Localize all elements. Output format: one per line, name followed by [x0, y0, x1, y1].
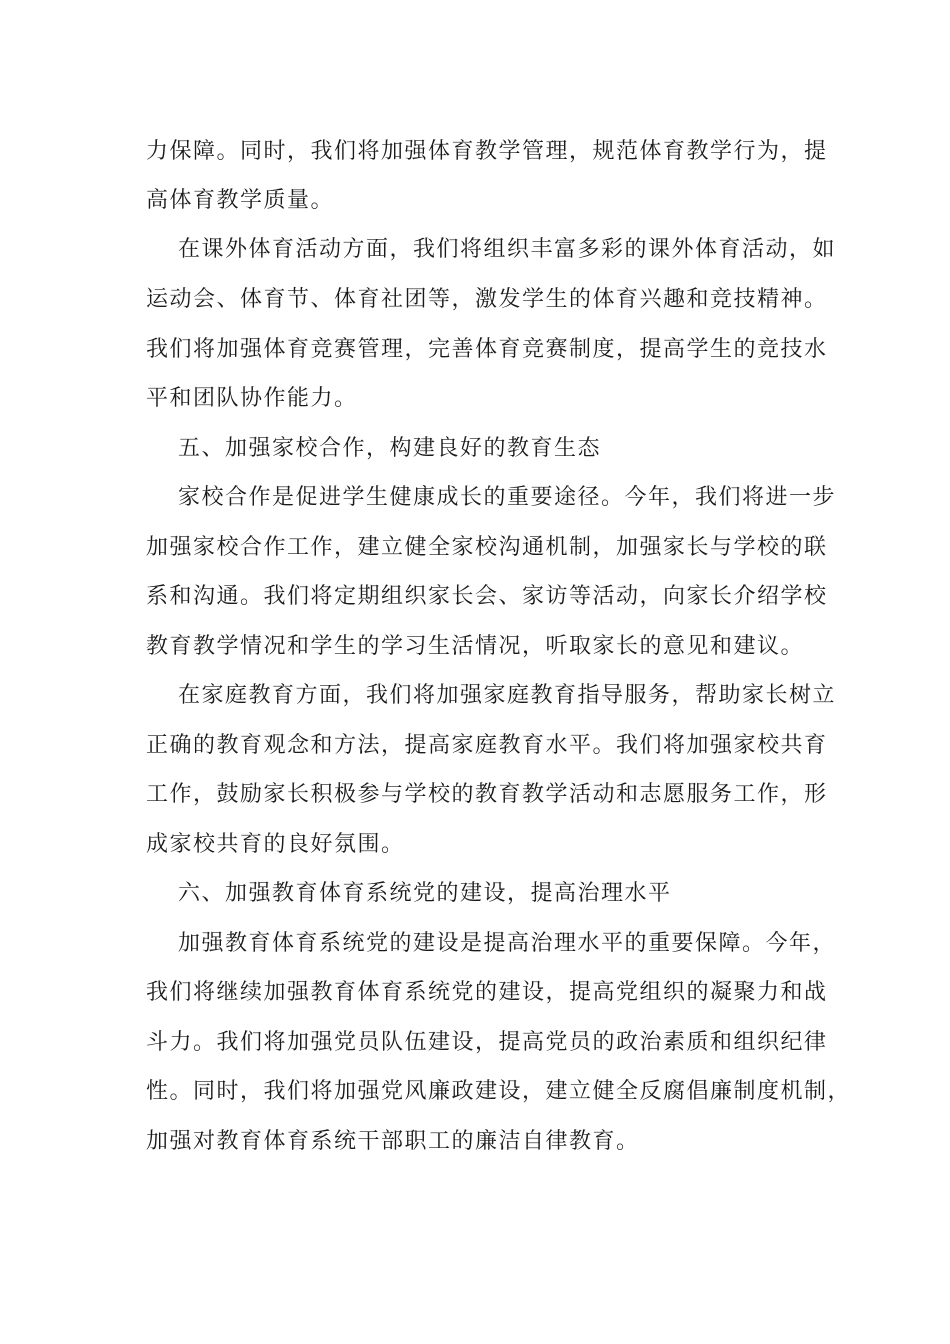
text-line: 平和团队协作能力。: [146, 386, 358, 411]
text-line: 成家校共育的良好氛围。: [146, 832, 405, 857]
text-line: 高体育教学质量。: [146, 188, 335, 213]
text-line: 系和沟通。我们将定期组织家长会、家访等活动，向家长介绍学校: [146, 584, 828, 609]
text-line: 我们将继续加强教育体育系统党的建设，提高党组织的凝聚力和战: [146, 980, 828, 1005]
text-line: 斗力。我们将加强党员队伍建设，提高党员的政治素质和组织纪律: [146, 1030, 828, 1055]
text-line: 加强对教育体育系统干部职工的廉洁自律教育。: [146, 1129, 640, 1154]
text-line: 性。同时，我们将加强党风廉政建设，建立健全反腐倡廉制度机制，: [146, 1079, 852, 1104]
text-line: 正确的教育观念和方法，提高家庭教育水平。我们将加强家校共育: [146, 733, 828, 758]
paragraph-first-line: 在课外体育活动方面，我们将组织丰富多彩的课外体育活动，如: [178, 237, 837, 262]
section-heading: 五、加强家校合作，构建良好的教育生态: [178, 436, 602, 461]
section-heading: 六、加强教育体育系统党的建设，提高治理水平: [178, 881, 672, 906]
paragraph-first-line: 在家庭教育方面，我们将加强家庭教育指导服务，帮助家长树立: [178, 683, 837, 708]
text-line: 运动会、体育节、体育社团等，激发学生的体育兴趣和竞技精神。: [146, 287, 828, 312]
text-line: 教育教学情况和学生的学习生活情况，听取家长的意见和建议。: [146, 634, 805, 659]
text-line: 我们将加强体育竞赛管理，完善体育竞赛制度，提高学生的竞技水: [146, 337, 828, 362]
text-line: 加强家校合作工作，建立健全家校沟通机制，加强家长与学校的联: [146, 535, 828, 560]
text-line: 力保障。同时，我们将加强体育教学管理，规范体育教学行为，提: [146, 139, 828, 164]
text-line: 工作，鼓励家长积极参与学校的教育教学活动和志愿服务工作，形: [146, 782, 828, 807]
paragraph-first-line: 家校合作是促进学生健康成长的重要途径。今年，我们将进一步: [178, 485, 837, 510]
paragraph-first-line: 加强教育体育系统党的建设是提高治理水平的重要保障。今年，: [178, 931, 837, 956]
